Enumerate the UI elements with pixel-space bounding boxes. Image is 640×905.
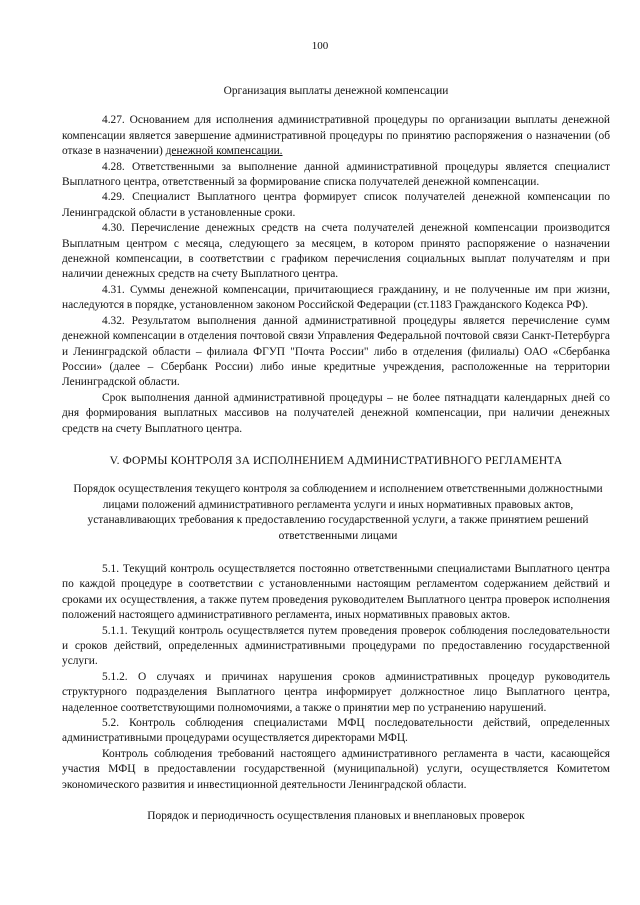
underlined-text: денежной компенсации. bbox=[165, 145, 283, 158]
paragraph-4-27 bbox=[62, 113, 610, 159]
section-title: Организация выплаты денежной компенсации bbox=[223, 85, 449, 97]
subsection-heading: Порядок осуществления текущего контроля за соблюдением и исполнением ответственными должностными лицами положений административного регламента услуги и иных нормативных правовых актов, устанавливающих требования к предоставлению государственной услуги, а также принятием решений ответственными лицами bbox=[73, 483, 603, 542]
paragraph-5-1-1: 5.1.1. Текущий контроль осуществляется путем проведения проверок соблюдения последовательности и сроков действий, определенных административными процедурами по предоставлению государственной услуги. bbox=[62, 624, 610, 668]
document-body bbox=[62, 76, 610, 824]
paragraph-4-30: 4.30. Перечисление денежных средств на счета получателей денежной компенсации производится Выплатным центром с месяца, следующего за месяцем, в котором принято распоряжение о назначении денежной компенсации, в соответствии с графиком перечисления социальных выплат получателям и при наличии денежных средств на счету Выплатного центра. bbox=[62, 222, 610, 281]
paragraph-5-1: 5.1. Текущий контроль осуществляется постоянно ответственными специалистами Выплатного центра по каждой процедуре в соответствии с установленными настоящим регламентом содержанием действий и сроками их осуществления, а также путем проведения руководителем Выплатного центра проверок исполнения положений настоящего административного регламента, иных нормативных правовых актов. bbox=[62, 562, 610, 622]
paragraph-4-27-text: 4.27. Основанием для исполнения административной процедуры по организации выплаты денежной компенсации является завершение административной процедуры по принятию распоряжения о назначении (об отказе в назначении) bbox=[62, 114, 610, 158]
paragraph-4-32: 4.32. Результатом выполнения данной административной процедуры является перечисление сумм денежной компенсации в отделения почтовой связи Управления Федеральной почтовой связи Санкт-Петербурга и Ленинградской области – филиала ФГУП "Почта России" либо в отделения (филиалы) ОАО «Сбербанка России» (далее – Сбербанк России) либо иные кредитные учреждения, расположенные на территории Ленинградской области. bbox=[62, 314, 610, 389]
paragraph-5-2: 5.2. Контроль соблюдения специалистами МФЦ последовательности действий, определенных административными процедурами осуществляется директорами МФЦ. bbox=[62, 717, 610, 745]
bottom-heading: Порядок и периодичность осуществления плановых и внеплановых проверок bbox=[147, 810, 525, 823]
paragraph-term: Срок выполнения данной административной процедуры – не более пятнадцати календарных дней со дня формирования выплатных массивов на получателей денежной компенсации, при наличии денежных средств на счету Выплатного центра. bbox=[62, 391, 610, 435]
section-heading-v: V. ФОРМЫ КОНТРОЛЯ ЗА ИСПОЛНЕНИЕМ АДМИНИСТРАТИВНОГО РЕГЛАМЕНТА bbox=[109, 453, 563, 467]
paragraph-4-29: 4.29. Специалист Выплатного центра формирует список получателей денежной компенсации по Ленинградской области в установленные сроки. bbox=[62, 191, 610, 219]
paragraph-4-31: 4.31. Суммы денежной компенсации, причитающиеся гражданину, и не полученные им при жизни, наследуются в порядке, установленном законом Российской Федерации (ст.1183 Гражданского Кодекса РФ). bbox=[62, 283, 610, 312]
paragraph-5-1-2: 5.1.2. О случаях и причинах нарушения сроков административных процедур руководитель структурного подразделения Выплатного центра информирует должностное лицо Выплатного центра, наделенное соответствующими полномочиями, а также о принятии мер по устранению нарушений. bbox=[62, 670, 610, 714]
paragraph-5-2-continued: Контроль соблюдения требований настоящего административного регламента в части, касающейся участия МФЦ в предоставлении государственной (муниципальной) услуги, осуществляется Комитетом экономического развития и инвестиционной деятельности Ленинградской области. bbox=[62, 747, 610, 791]
paragraph-4-28: 4.28. Ответственными за выполнение данной административной процедуры является специалист Выплатного центра, ответственный за формирование списка получателей денежной компенсации. bbox=[62, 160, 610, 189]
page-number: 100 bbox=[311, 40, 329, 52]
